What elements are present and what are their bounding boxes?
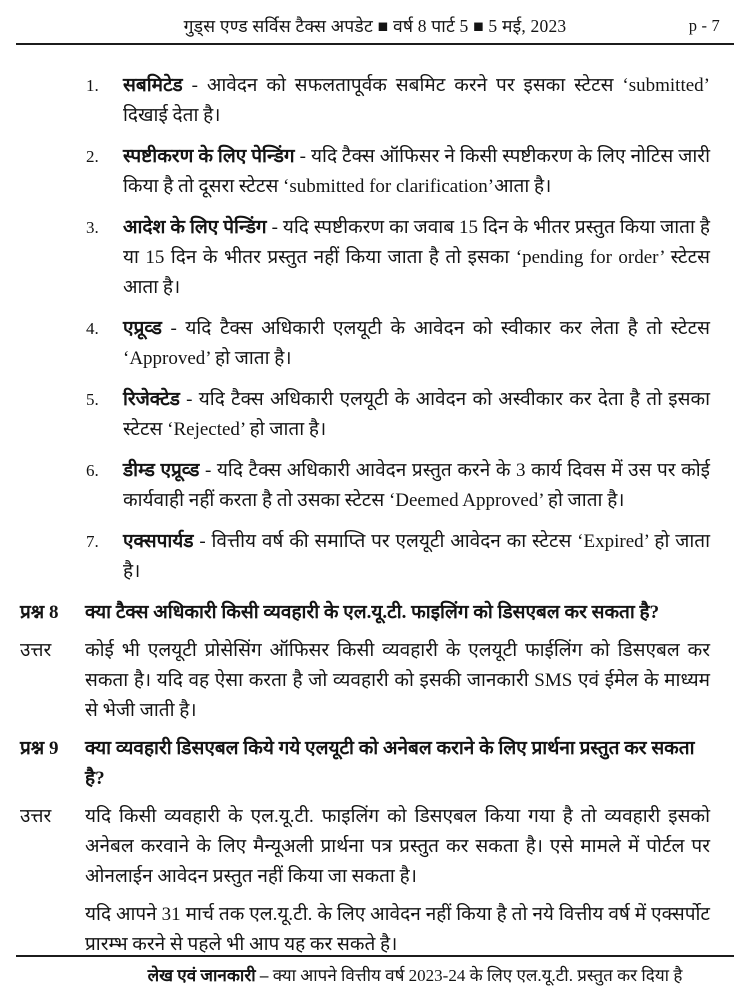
list-item-number: 7. bbox=[86, 532, 99, 551]
answer-text: कोई भी एलयूटी प्रोसेसिंग ऑफिसर किसी व्यवहारी के एलयूटी फाईलिंग को डिसएबल कर सकता है। यदि वह ऐसा करता है जो व्यवहारी को इसकी जानकारी SMS एवं ईमेल के माध्यम से भेजी जाती है। bbox=[85, 640, 710, 721]
answer-8 bbox=[20, 636, 710, 726]
status-term: एक्सपार्यड bbox=[123, 531, 194, 552]
status-description: - यदि स्पष्टीकरण का जवाब 15 दिन के भीतर प्रस्तुत किया जाता है या 15 दिन के भीतर प्रस्तुत नहीं किया जाता है तो इसका ‘pending for order’ स्टेटस आता है। bbox=[123, 217, 710, 298]
list-item-text bbox=[123, 213, 710, 303]
status-term: रिजेक्टेड bbox=[123, 389, 180, 410]
list-item-number: 5. bbox=[86, 390, 99, 409]
journal-title: गुड्स एण्ड सर्विस टैक्स अपडेट ■ वर्ष 8 पार्ट 5 ■ 5 मई, 2023 bbox=[183, 16, 567, 36]
qa-section bbox=[20, 598, 710, 960]
question-label: प्रश्न 8 bbox=[20, 602, 59, 623]
list-item bbox=[86, 71, 710, 131]
list-item-text bbox=[123, 527, 710, 587]
footer-text: क्या आपने वित्तीय वर्ष 2023-24 के लिए एल.यू.टी. प्रस्तुत कर दिया है bbox=[268, 966, 683, 985]
list-item bbox=[86, 142, 710, 202]
list-item-number: 3. bbox=[86, 218, 99, 237]
page-footer bbox=[16, 955, 734, 994]
answer-text: यदि किसी व्यवहारी के एल.यू.टी. फाइलिंग को डिसएबल किया गया है तो व्यवहारी इसको अनेबल करवाने के लिए मैन्यूअली प्रार्थना पत्र प्रस्तुत कर सकता है। एसे मामले में पोर्टल पर ओनलाईन आवेदन प्रस्तुत नहीं किया जा सकता है। bbox=[85, 806, 710, 887]
list-item bbox=[86, 314, 710, 374]
list-item bbox=[86, 456, 710, 516]
status-description: - आवेदन को सफलतापूर्वक सबमिट करने पर इसका स्टेटस ‘submitted’ दिखाई देता है। bbox=[123, 75, 710, 126]
status-term: डीम्ड एप्रूव्ड bbox=[123, 460, 200, 481]
list-item-text bbox=[123, 142, 710, 202]
status-description: - यदि टैक्स ऑफिसर ने किसी स्पष्टीकरण के लिए नोटिस जारी किया है तो दूसरा स्टेटस ‘submitted for clarification’आता है। bbox=[123, 146, 710, 197]
page-header bbox=[16, 0, 734, 45]
list-item-text bbox=[123, 385, 710, 445]
list-item bbox=[86, 213, 710, 303]
document-body bbox=[0, 45, 750, 960]
question-text: क्या व्यवहारी डिसएबल किये गये एलयूटी को अनेबल कराने के लिए प्रार्थना प्रस्तुत कर सकता है? bbox=[85, 738, 695, 789]
status-description: - यदि टैक्स अधिकारी एलयूटी के आवेदन को अस्वीकार कर देता है तो इसका स्टेटस ‘Rejected’ हो जाता है। bbox=[123, 389, 710, 440]
list-item-text bbox=[123, 71, 710, 131]
status-term: एप्रूव्ड bbox=[123, 318, 162, 339]
status-term: स्पष्टीकरण के लिए पेन्डिंग bbox=[123, 146, 295, 167]
page-number: p - 7 bbox=[688, 16, 720, 35]
footer-heading: लेख एवं जानकारी – bbox=[147, 966, 269, 985]
question-9 bbox=[20, 734, 710, 794]
status-description: - यदि टैक्स अधिकारी एलयूटी के आवेदन को स्वीकार कर लेता है तो स्टेटस ‘Approved’ हो जाता है। bbox=[123, 318, 710, 369]
question-text: क्या टैक्स अधिकारी किसी व्यवहारी के एल.यू.टी. फाइलिंग को डिसएबल कर सकता है? bbox=[85, 602, 660, 623]
list-item-number: 4. bbox=[86, 319, 99, 338]
status-description: - यदि टैक्स अधिकारी आवेदन प्रस्तुत करने के 3 कार्य दिवस में उस पर कोई कार्यवाही नहीं करता है तो उसका स्टेटस ‘Deemed Approved’ हो जाता है। bbox=[123, 460, 710, 511]
question-8 bbox=[20, 598, 710, 628]
status-list bbox=[86, 71, 710, 587]
status-term: आदेश के लिए पेन्डिंग bbox=[123, 217, 267, 238]
list-item-number: 1. bbox=[86, 76, 99, 95]
list-item bbox=[86, 527, 710, 587]
answer-9 bbox=[20, 802, 710, 892]
answer-9-continued: यदि आपने 31 मार्च तक एल.यू.टी. के लिए आवेदन नहीं किया है तो नये वित्तीय वर्ष में एक्सर्पोट प्रारम्भ करने से पहले भी आप यह कर सकते है। bbox=[85, 904, 710, 955]
list-item-number: 2. bbox=[86, 147, 99, 166]
answer-label: उत्तर bbox=[20, 640, 52, 661]
answer-label: उत्तर bbox=[20, 806, 52, 827]
list-item-text bbox=[123, 456, 710, 516]
question-label: प्रश्न 9 bbox=[20, 738, 59, 759]
status-term: सबमिटेड bbox=[123, 75, 183, 96]
list-item-text bbox=[123, 314, 710, 374]
list-item bbox=[86, 385, 710, 445]
list-item-number: 6. bbox=[86, 461, 99, 480]
status-description: - वित्तीय वर्ष की समाप्ति पर एलयूटी आवेदन का स्टेटस ‘Expired’ हो जाता है। bbox=[123, 531, 710, 582]
